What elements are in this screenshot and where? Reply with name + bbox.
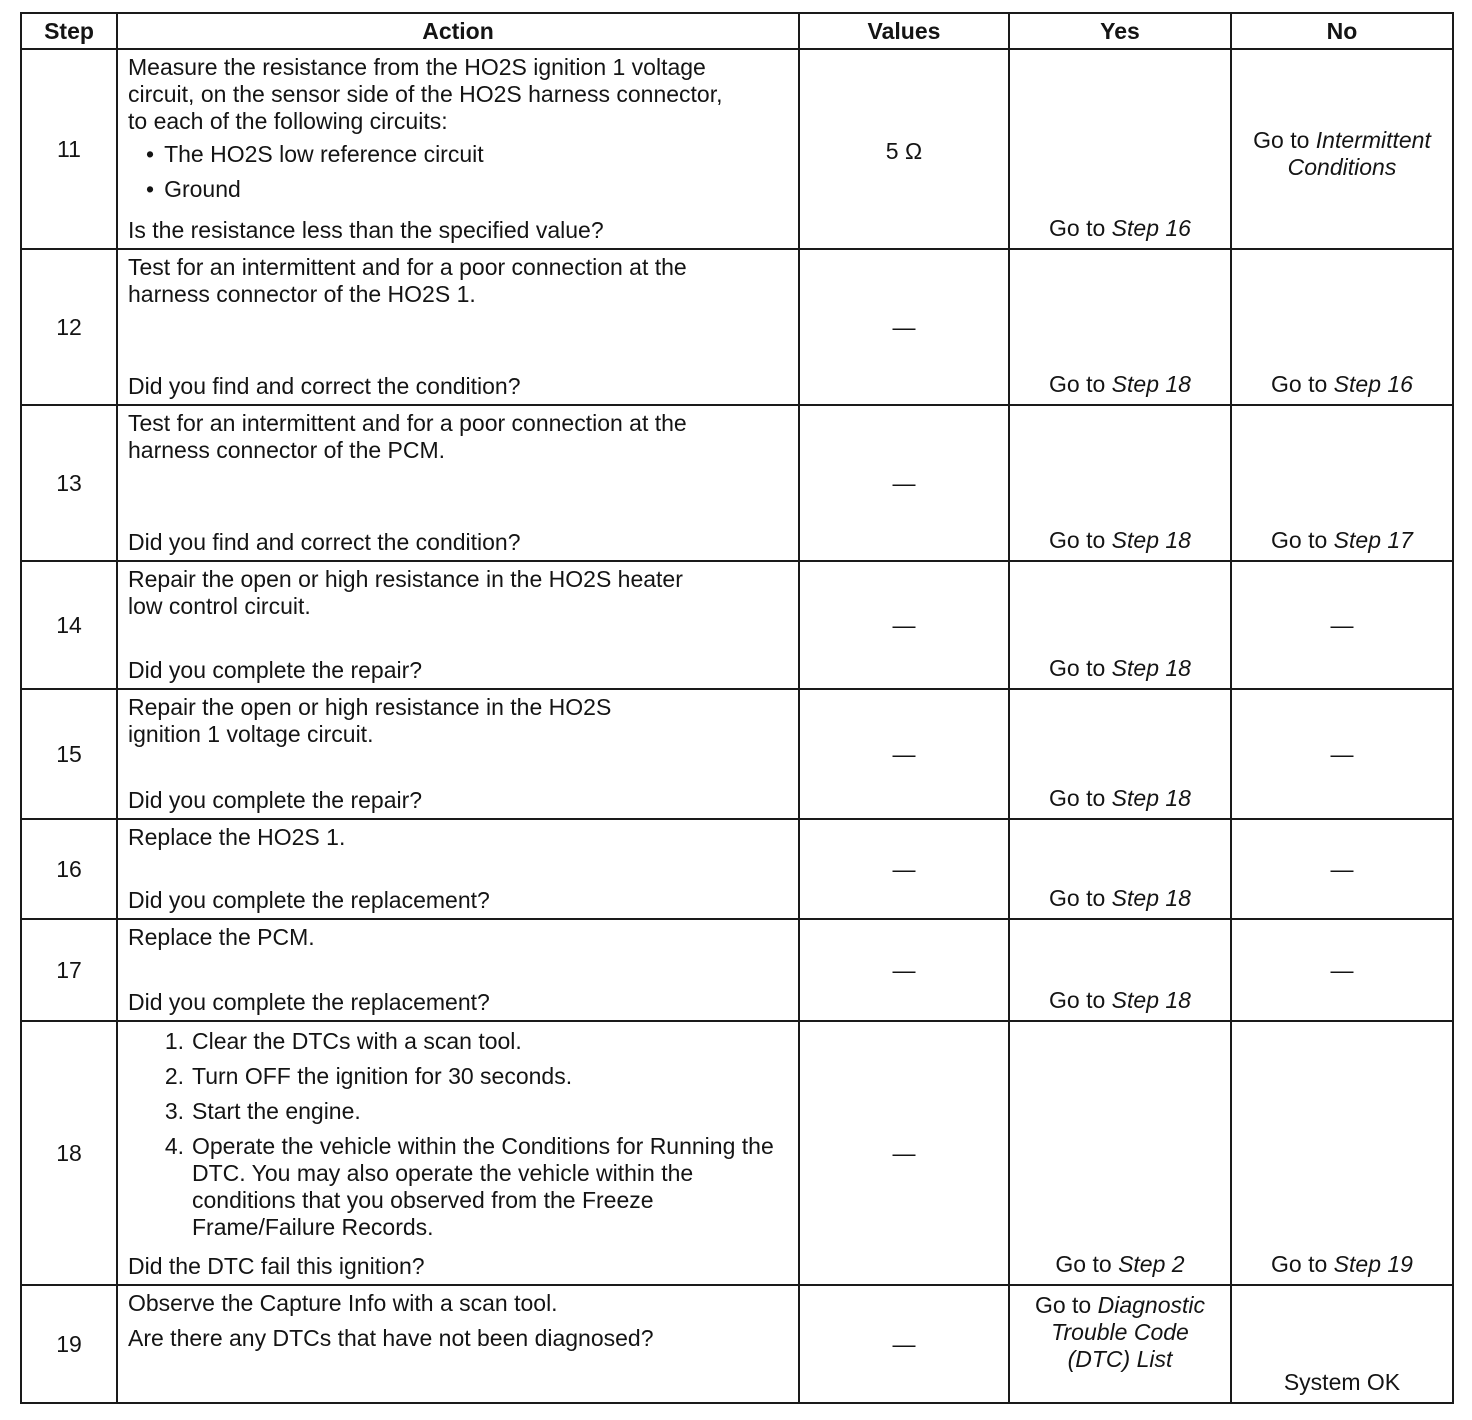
table-row: [21, 919, 1453, 1021]
value-cell: —: [799, 1021, 1009, 1285]
numbered-item: 2. Turn OFF the ignition for 30 seconds.: [164, 1063, 573, 1089]
table-row: [21, 561, 1453, 689]
value-cell: —: [799, 819, 1009, 919]
action-question: Did the DTC fail this ignition?: [128, 1253, 425, 1279]
table-row: [21, 1285, 1453, 1403]
action-line: Test for an intermittent and for a poor connection at the: [128, 254, 687, 280]
action-cell: [117, 49, 799, 249]
yes-link[interactable]: Step 2: [1118, 1251, 1185, 1277]
action-line: circuit, on the sensor side of the HO2S harness connector,: [128, 81, 723, 107]
step-number: 12: [21, 249, 117, 405]
step-number: 18: [21, 1021, 117, 1285]
action-question: Is the resistance less than the specified value?: [128, 217, 604, 243]
table-row: [21, 405, 1453, 561]
numbered-item: 1. Clear the DTCs with a scan tool.: [164, 1028, 522, 1054]
yes-link[interactable]: Step 18: [1111, 987, 1191, 1013]
no-cell: Go to Step 17: [1231, 405, 1453, 561]
yes-cell: Go to Step 18: [1009, 819, 1231, 919]
yes-link[interactable]: Diagnostic Trouble Code (DTC) List: [1051, 1292, 1206, 1372]
action-cell: [117, 249, 799, 405]
action-cell: [117, 1021, 799, 1285]
numbered-item: 3. Start the engine.: [164, 1098, 361, 1124]
yes-cell: Go to Step 18: [1009, 249, 1231, 405]
no-link[interactable]: Intermittent Conditions: [1287, 127, 1431, 180]
no-cell: —: [1231, 919, 1453, 1021]
yes-cell: Go to Step 18: [1009, 919, 1231, 1021]
action-cell: [117, 819, 799, 919]
numbered-item: 4. Operate the vehicle within the Conditions for Running the DTC. You may also operate the vehicle within the conditions that you observed from the Freeze Frame/Failure Records.: [164, 1133, 774, 1240]
bullet-item: • Ground: [146, 176, 792, 203]
table-row: [21, 1021, 1453, 1285]
bullet-item: • The HO2S low reference circuit: [146, 141, 792, 168]
action-line: Measure the resistance from the HO2S ignition 1 voltage: [128, 54, 706, 80]
step-number: 19: [21, 1285, 117, 1403]
action-line: harness connector of the HO2S 1.: [128, 281, 476, 307]
no-cell: [1231, 1285, 1453, 1403]
action-question: Did you complete the replacement?: [128, 887, 490, 913]
action-line: ignition 1 voltage circuit.: [128, 721, 374, 747]
no-cell: Go to Step 16: [1231, 249, 1453, 405]
value-cell: —: [799, 689, 1009, 819]
action-question: Did you find and correct the condition?: [128, 529, 521, 555]
header-action: Action: [117, 13, 799, 49]
yes-link[interactable]: Step 18: [1111, 371, 1191, 397]
yes-link[interactable]: Step 18: [1111, 655, 1191, 681]
no-cell: —: [1231, 819, 1453, 919]
no-result-text: System OK: [1283, 1369, 1401, 1395]
step-number: 16: [21, 819, 117, 919]
action-line: low control circuit.: [128, 593, 311, 619]
yes-cell: Go to Step 18: [1009, 689, 1231, 819]
no-cell: Go to Step 19: [1231, 1021, 1453, 1285]
action-line: to each of the following circuits:: [128, 108, 448, 134]
table-row: [21, 819, 1453, 919]
yes-link[interactable]: Step 18: [1111, 885, 1191, 911]
header-values: Values: [799, 13, 1009, 49]
header-yes: Yes: [1009, 13, 1231, 49]
step-number: 13: [21, 405, 117, 561]
action-line: Observe the Capture Info with a scan tool.: [128, 1290, 558, 1316]
yes-cell: Go to Step 16: [1009, 49, 1231, 249]
value-cell: —: [799, 249, 1009, 405]
action-cell: [117, 561, 799, 689]
no-cell: Go to Intermittent Conditions: [1231, 49, 1453, 249]
table-row: [21, 249, 1453, 405]
step-number: 15: [21, 689, 117, 819]
action-question: Did you complete the repair?: [128, 657, 423, 683]
no-cell: —: [1231, 561, 1453, 689]
action-cell: [117, 405, 799, 561]
header-no: No: [1231, 13, 1453, 49]
action-cell: [117, 689, 799, 819]
header-row: [21, 13, 1453, 49]
value-cell: —: [799, 1285, 1009, 1403]
yes-link[interactable]: Step 16: [1111, 215, 1191, 241]
action-line: Replace the HO2S 1.: [128, 824, 346, 850]
diagnostic-table-sheet: [20, 12, 1452, 1404]
value-cell: —: [799, 919, 1009, 1021]
table-row: [21, 689, 1453, 819]
action-line: Repair the open or high resistance in the HO2S heater: [128, 566, 683, 592]
action-cell: [117, 919, 799, 1021]
action-line: harness connector of the PCM.: [128, 437, 446, 463]
step-number: 14: [21, 561, 117, 689]
action-question: Are there any DTCs that have not been diagnosed?: [128, 1325, 654, 1351]
action-line: Test for an intermittent and for a poor connection at the: [128, 410, 687, 436]
yes-cell: Go to Step 18: [1009, 561, 1231, 689]
yes-cell: Go to Step 18: [1009, 405, 1231, 561]
header-step: Step: [21, 13, 117, 49]
step-number: 17: [21, 919, 117, 1021]
action-question: Did you complete the repair?: [128, 787, 423, 813]
yes-cell: Go to Diagnostic Trouble Code (DTC) List: [1009, 1285, 1231, 1403]
action-question: Did you complete the replacement?: [128, 989, 490, 1015]
yes-cell: Go to Step 2: [1009, 1021, 1231, 1285]
action-cell: [117, 1285, 799, 1403]
action-question: Did you find and correct the condition?: [128, 373, 521, 399]
no-cell: —: [1231, 689, 1453, 819]
yes-link[interactable]: Step 18: [1111, 785, 1191, 811]
no-link[interactable]: Step 17: [1333, 527, 1413, 553]
action-line: Replace the PCM.: [128, 924, 315, 950]
no-link[interactable]: Step 16: [1333, 371, 1413, 397]
table-row: [21, 49, 1453, 249]
yes-link[interactable]: Step 18: [1111, 527, 1191, 553]
value-cell: —: [799, 405, 1009, 561]
diagnostic-table: [20, 12, 1454, 1404]
action-line: Repair the open or high resistance in the HO2S: [128, 694, 612, 720]
no-link[interactable]: Step 19: [1333, 1251, 1413, 1277]
value-cell: 5 Ω: [799, 49, 1009, 249]
step-number: 11: [21, 49, 117, 249]
value-cell: —: [799, 561, 1009, 689]
